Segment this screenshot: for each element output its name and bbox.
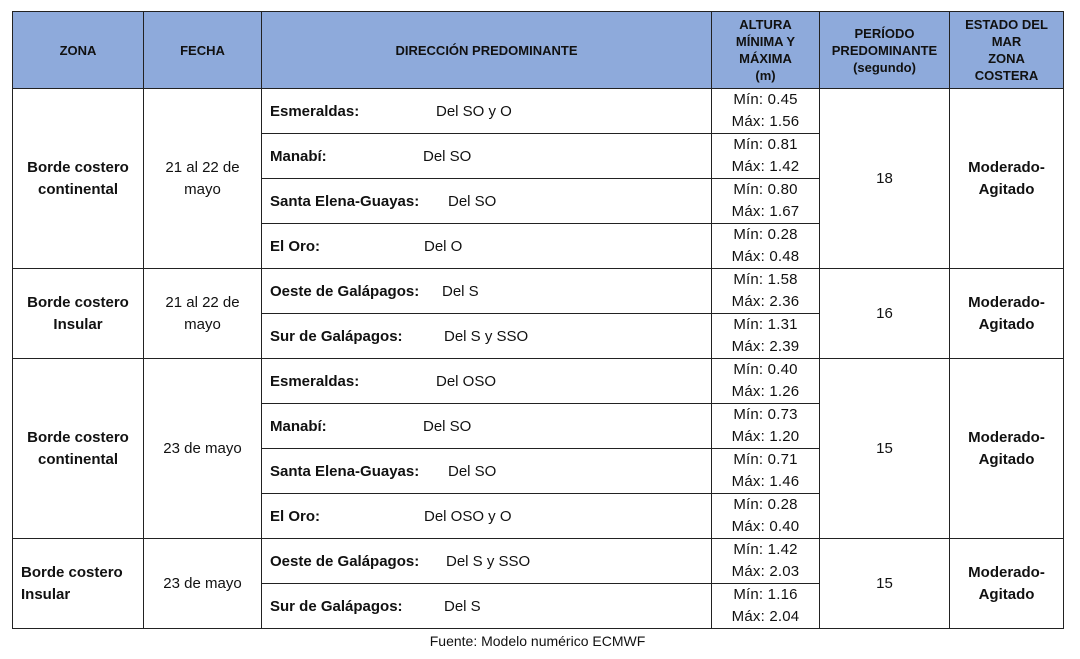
altura-max: Máx: 1.67 (731, 203, 800, 220)
altura-cell (712, 314, 820, 359)
header-estado (950, 12, 1064, 89)
direccion-cell (262, 404, 712, 449)
altura-cell (712, 89, 820, 134)
location-label: Esmeraldas: (270, 372, 360, 390)
altura-max: Máx: 2.36 (731, 293, 800, 310)
location-label: El Oro: (270, 507, 321, 525)
direction-value: Del SO y O (436, 102, 512, 120)
altura-min: Mín: 0.71 (733, 451, 798, 468)
estado-line: Agitado (978, 180, 1035, 198)
direccion-cell (262, 359, 712, 404)
location-label: Santa Elena-Guayas: (270, 462, 420, 480)
location-label: Oeste de Galápagos: (270, 282, 420, 300)
direccion-cell (262, 224, 712, 269)
header-direccion: DIRECCIÓN PREDOMINANTE (262, 12, 712, 89)
location-label: Sur de Galápagos: (270, 597, 403, 615)
fecha-cell (144, 359, 262, 539)
fecha-line: 21 al 22 de (165, 158, 240, 176)
direction-value: Del OSO (436, 372, 497, 390)
zona-line: continental (37, 450, 118, 468)
estado-cell (950, 269, 1064, 359)
fecha-line: 23 de mayo (163, 574, 242, 592)
table-row (13, 89, 1064, 134)
periodo-cell: 16 (820, 269, 950, 359)
direccion-cell (262, 449, 712, 494)
altura-cell (712, 269, 820, 314)
direction-value: Del O (424, 237, 463, 255)
header-periodo-line: (segundo) (853, 59, 916, 75)
header-estado-line: MAR (991, 34, 1022, 49)
altura-min: Mín: 0.40 (733, 361, 798, 378)
direccion-cell (262, 89, 712, 134)
fecha-line: mayo (184, 315, 221, 333)
direccion-cell (262, 314, 712, 359)
direction-value: Del SO (423, 147, 472, 165)
altura-cell (712, 134, 820, 179)
header-fecha: FECHA (144, 12, 262, 89)
altura-cell (712, 404, 820, 449)
direccion-cell (262, 179, 712, 224)
header-estado-line: ZONA (988, 51, 1025, 66)
estado-line: Moderado- (968, 563, 1045, 581)
zona-line: continental (37, 180, 118, 198)
altura-max: Máx: 1.42 (731, 158, 800, 175)
header-altura-line: (m) (755, 68, 776, 83)
location-label: Esmeraldas: (270, 102, 360, 120)
table-row (13, 269, 1064, 314)
direccion-cell (262, 584, 712, 629)
altura-cell (712, 584, 820, 629)
estado-cell (950, 359, 1064, 539)
estado-cell (950, 89, 1064, 269)
altura-max: Máx: 1.20 (731, 428, 800, 445)
altura-min: Mín: 0.28 (733, 496, 798, 513)
altura-max: Máx: 0.40 (731, 518, 800, 535)
direction-value: Del SO (448, 462, 497, 480)
zona-cell (13, 539, 144, 629)
altura-max: Máx: 2.03 (731, 563, 800, 580)
direccion-cell (262, 494, 712, 539)
table-row (13, 359, 1064, 404)
header-periodo-line: PERÍODO (854, 25, 915, 41)
periodo-cell: 15 (820, 359, 950, 539)
header-altura-line: ALTURA (739, 17, 792, 32)
estado-line: Moderado- (968, 428, 1045, 446)
altura-max: Máx: 1.56 (731, 113, 800, 130)
altura-cell (712, 494, 820, 539)
header-periodo (820, 12, 950, 89)
location-label: Manabí: (270, 417, 327, 435)
zona-line: Insular (21, 585, 71, 603)
zona-line: Borde costero (21, 563, 123, 581)
forecast-table-container (12, 11, 1063, 649)
fecha-cell (144, 539, 262, 629)
altura-min: Mín: 0.45 (733, 91, 798, 108)
direction-value: Del OSO y O (424, 507, 512, 525)
altura-min: Mín: 1.42 (733, 541, 798, 558)
table-row (13, 539, 1064, 584)
header-zona: ZONA (13, 12, 144, 89)
fecha-cell (144, 89, 262, 269)
location-label: Sur de Galápagos: (270, 327, 403, 345)
zona-cell (13, 269, 144, 359)
altura-min: Mín: 0.81 (733, 136, 798, 153)
altura-cell (712, 179, 820, 224)
estado-line: Agitado (978, 450, 1035, 468)
estado-line: Moderado- (968, 293, 1045, 311)
altura-min: Mín: 1.16 (733, 586, 798, 603)
header-estado-line: ESTADO DEL (965, 17, 1048, 32)
altura-min: Mín: 1.58 (733, 271, 798, 288)
header-altura-line: MÁXIMA (739, 51, 792, 66)
altura-max: Máx: 2.39 (731, 338, 800, 355)
direccion-cell (262, 269, 712, 314)
zona-line: Borde costero (27, 293, 129, 311)
periodo-cell: 18 (820, 89, 950, 269)
header-estado-line: COSTERA (974, 68, 1039, 83)
table-header (13, 12, 1064, 89)
periodo-cell: 15 (820, 539, 950, 629)
estado-cell (950, 539, 1064, 629)
location-label: Oeste de Galápagos: (270, 552, 420, 570)
altura-cell (712, 449, 820, 494)
altura-min: Mín: 0.28 (733, 226, 798, 243)
header-periodo-line: PREDOMINANTE (831, 42, 938, 58)
direction-value: Del S y SSO (444, 327, 529, 345)
location-label: Manabí: (270, 147, 327, 165)
altura-cell (712, 359, 820, 404)
wave-forecast-table (12, 11, 1064, 629)
altura-max: Máx: 1.26 (731, 383, 800, 400)
direccion-cell (262, 134, 712, 179)
altura-max: Máx: 0.48 (731, 248, 800, 265)
header-altura (712, 12, 820, 89)
direction-value: Del S y SSO (446, 552, 531, 570)
altura-cell (712, 224, 820, 269)
zona-cell (13, 359, 144, 539)
direccion-cell (262, 539, 712, 584)
header-altura-line: MÍNIMA Y (735, 34, 796, 49)
zona-cell (13, 89, 144, 269)
altura-min: Mín: 0.80 (733, 181, 798, 198)
location-label: Santa Elena-Guayas: (270, 192, 420, 210)
fecha-line: 23 de mayo (163, 439, 242, 457)
direction-value: Del SO (423, 417, 472, 435)
fecha-line: mayo (184, 180, 221, 198)
direction-value: Del S (442, 282, 479, 300)
altura-cell (712, 539, 820, 584)
location-label: El Oro: (270, 237, 321, 255)
altura-max: Máx: 2.04 (731, 608, 800, 625)
zona-line: Borde costero (27, 428, 129, 446)
table-body (13, 89, 1064, 629)
altura-min: Mín: 1.31 (733, 316, 798, 333)
zona-line: Borde costero (27, 158, 129, 176)
direction-value: Del S (444, 597, 481, 615)
fecha-line: 21 al 22 de (165, 293, 240, 311)
estado-line: Agitado (978, 585, 1035, 603)
fecha-cell (144, 269, 262, 359)
altura-max: Máx: 1.46 (731, 473, 800, 490)
estado-line: Moderado- (968, 158, 1045, 176)
source-caption: Fuente: Modelo numérico ECMWF (429, 633, 646, 649)
zona-line: Insular (53, 315, 103, 333)
direction-value: Del SO (448, 192, 497, 210)
estado-line: Agitado (978, 315, 1035, 333)
altura-min: Mín: 0.73 (733, 406, 798, 423)
